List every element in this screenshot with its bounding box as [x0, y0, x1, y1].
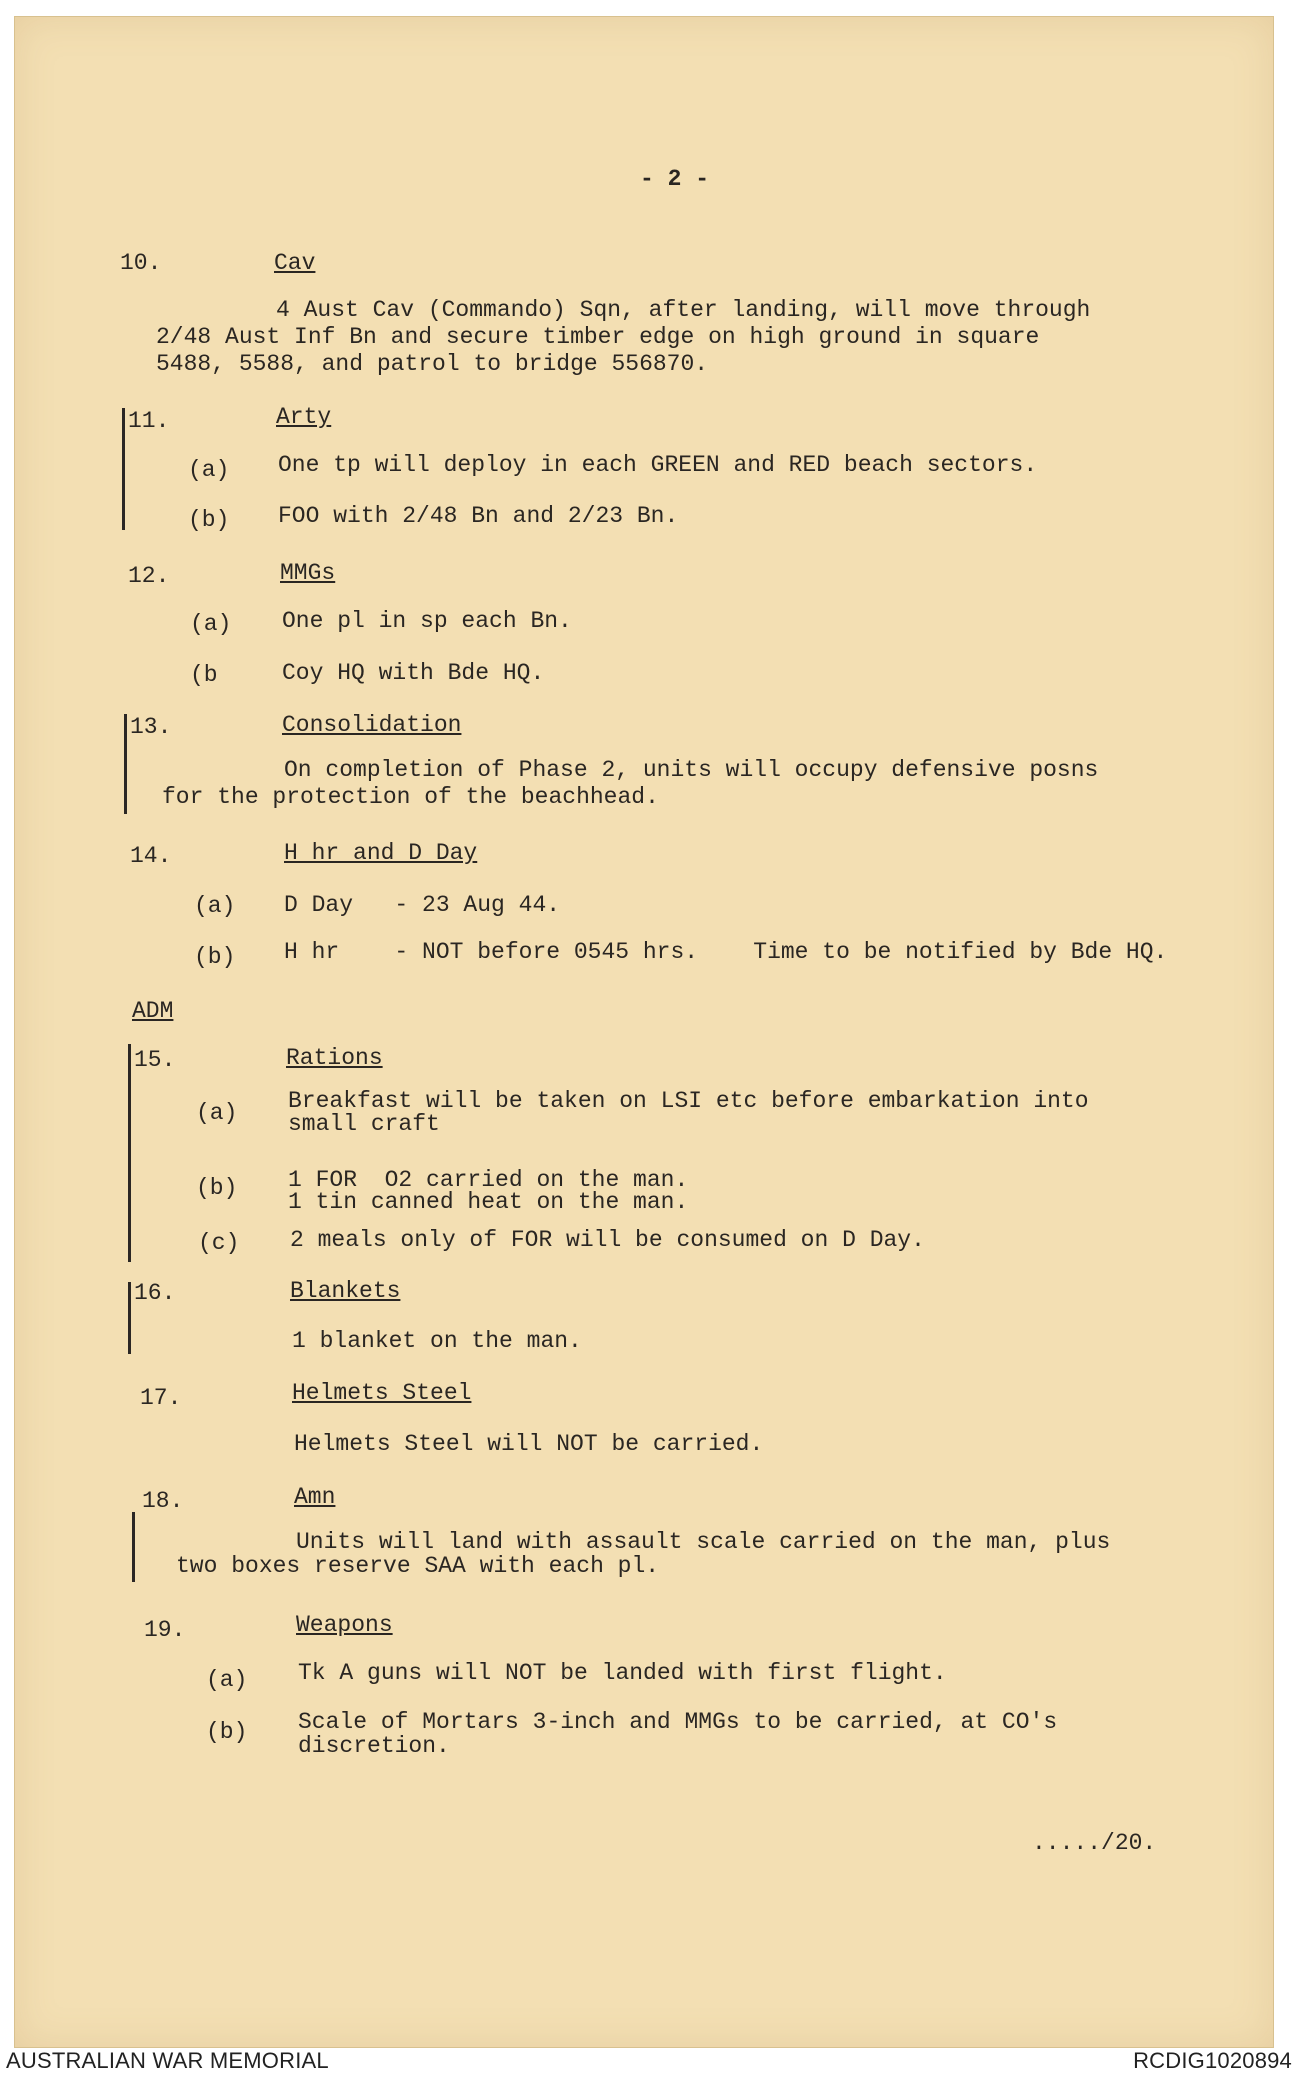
margin-bar [132, 1512, 135, 1582]
section-11-a-label: (a) [188, 457, 230, 483]
section-14-b-text: H hr - NOT before 0545 hrs. Time to be notified by Bde HQ. [284, 939, 1168, 965]
section-19-a-text: Tk A guns will NOT be landed with first flight. [298, 1660, 947, 1686]
section-16-text: 1 blanket on the man. [292, 1328, 582, 1354]
section-12-b-label: (b [190, 662, 218, 688]
margin-bar [128, 1044, 131, 1262]
section-14-a-label: (a) [194, 893, 236, 919]
section-11-b-text: FOO with 2/48 Bn and 2/23 Bn. [278, 503, 679, 529]
section-14-number: 14. [130, 843, 172, 869]
section-15-a-label: (a) [196, 1100, 238, 1126]
section-17-number: 17. [140, 1385, 182, 1411]
section-17-heading: Helmets Steel [292, 1380, 472, 1406]
section-12-a-text: One pl in sp each Bn. [282, 608, 572, 634]
section-19-number: 19. [144, 1617, 186, 1643]
section-19-a-label: (a) [206, 1667, 248, 1693]
section-14-heading: H hr and D Day [284, 840, 478, 866]
section-11-a-text: One tp will deploy in each GREEN and RED beach sectors. [278, 452, 1038, 478]
section-12-b-text: Coy HQ with Bde HQ. [282, 660, 545, 686]
section-18-heading: Amn [294, 1484, 336, 1510]
section-14-a-text: D Day - 23 Aug 44. [284, 892, 561, 918]
section-16-number: 16. [134, 1280, 176, 1306]
section-12-a-label: (a) [190, 611, 232, 637]
section-14-b-label: (b) [194, 944, 236, 970]
section-15-b-text: 1 FOR O2 carried on the man. 1 tin canned heat on the man. [288, 1167, 689, 1215]
section-15-c-text: 2 meals only of FOR will be consumed on D Day. [290, 1227, 925, 1253]
section-18-number: 18. [142, 1488, 184, 1514]
section-12-number: 12. [128, 563, 170, 589]
section-19-b-label: (b) [206, 1719, 248, 1745]
section-13-number: 13. [130, 714, 172, 740]
section-15-heading: Rations [286, 1045, 383, 1071]
continuation-marker: ...../20. [1032, 1830, 1157, 1856]
section-10-text: 4 Aust Cav (Commando) Sqn, after landing, will move through 2/48 Aust Inf Bn and secure timber edge on high ground in square 5488, 5588, and patrol to bridge 556870. [156, 297, 1091, 377]
margin-bar [122, 408, 125, 530]
footer-archive-name: AUSTRALIAN WAR MEMORIAL [6, 2048, 329, 2073]
section-10-heading: Cav [274, 250, 316, 276]
section-15-a-text: Breakfast will be taken on LSI etc before embarkation into small craft [288, 1088, 1089, 1137]
page-number: - 2 - [640, 166, 710, 192]
adm-heading: ADM [132, 998, 174, 1024]
section-19-heading: Weapons [296, 1612, 393, 1638]
margin-bar [128, 1282, 131, 1354]
section-15-c-label: (c) [198, 1230, 240, 1256]
section-15-number: 15. [134, 1047, 176, 1073]
section-13-heading: Consolidation [282, 712, 462, 738]
section-18-text: Units will land with assault scale carried on the man, plus two boxes reserve SAA with each pl. [176, 1529, 1111, 1579]
section-17-text: Helmets Steel will NOT be carried. [294, 1431, 764, 1457]
section-11-heading: Arty [276, 404, 332, 430]
section-15-b-label: (b) [196, 1175, 238, 1201]
section-13-text: On completion of Phase 2, units will occupy defensive posns for the protection of the beachhead. [162, 757, 1099, 810]
section-11-number: 11. [128, 408, 170, 434]
margin-bar [124, 714, 127, 814]
section-10-number: 10. [120, 250, 162, 276]
section-16-heading: Blankets [290, 1278, 401, 1304]
section-12-heading: MMGs [280, 560, 336, 586]
section-19-b-text: Scale of Mortars 3-inch and MMGs to be carried, at CO's discretion. [298, 1709, 1058, 1759]
section-11-b-label: (b) [188, 507, 230, 533]
footer-record-id: RCDIG1020894 [1133, 2048, 1292, 2073]
